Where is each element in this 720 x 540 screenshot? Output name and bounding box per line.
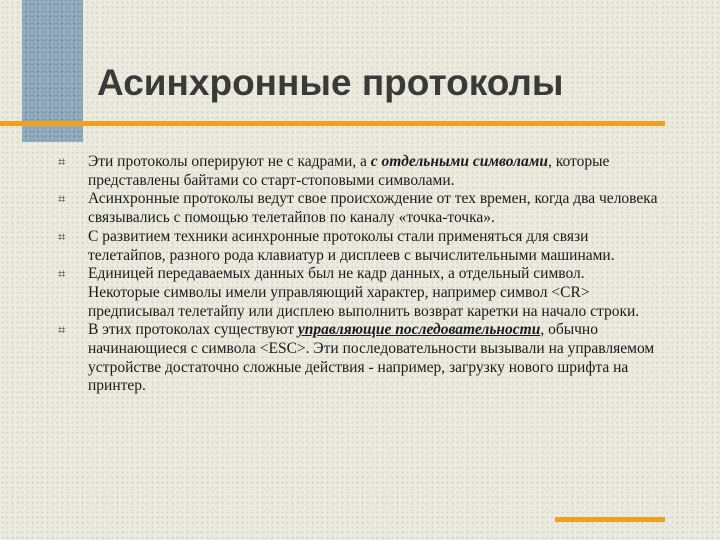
list-item xyxy=(58,321,658,396)
slide-title: Асинхронные протоколы xyxy=(97,62,564,103)
bottom-accent-line xyxy=(555,517,665,522)
item-text: Единицей передаваемых данных был не кадр данных, а отдельный символ. Некоторые символы имели управляющий характер, например символ <CR> предписывал телетайпу или дисплею выполнить возврат каретки на начало строки. xyxy=(88,265,640,320)
item-text-end: , которые представлены байтами со старт-стоповыми символами. xyxy=(88,153,610,189)
hash-bullet-icon: ⌗ xyxy=(58,323,66,339)
item-text-end: , обычно начинающиеся с символа <ESC>. Эти последовательности вызывали на управляемом устройстве достаточно сложные действия - например, загрузку нового шрифта на принтер. xyxy=(88,321,655,395)
list-item xyxy=(58,265,658,321)
item-emphasis: управляющие последовательности xyxy=(297,321,541,339)
hash-bullet-icon: ⌗ xyxy=(58,155,66,170)
title-underline xyxy=(0,121,665,126)
list-item xyxy=(58,190,658,227)
item-emphasis: с отдельными символами xyxy=(370,153,548,170)
list-item xyxy=(58,228,658,265)
hash-bullet-icon: ⌗ xyxy=(58,267,66,283)
list-item xyxy=(58,153,658,190)
item-text-start: Эти протоколы оперируют не с кадрами, а xyxy=(88,153,371,170)
bullet-list xyxy=(58,153,658,396)
hash-bullet-icon: ⌗ xyxy=(58,192,66,208)
item-text: Асинхронные протоколы ведут свое происхождение от тех времен, когда два человека связывались с помощью телетайпов по каналу «точка-точка». xyxy=(88,190,658,227)
hash-bullet-icon: ⌗ xyxy=(58,229,66,245)
item-text: С развитием техники асинхронные протоколы стали применяться для связи телетайпов, разного рода клавиатур и дисплеев с вычислительными машинами. xyxy=(88,227,615,264)
item-text-start: В этих протоколах существуют xyxy=(88,321,298,339)
